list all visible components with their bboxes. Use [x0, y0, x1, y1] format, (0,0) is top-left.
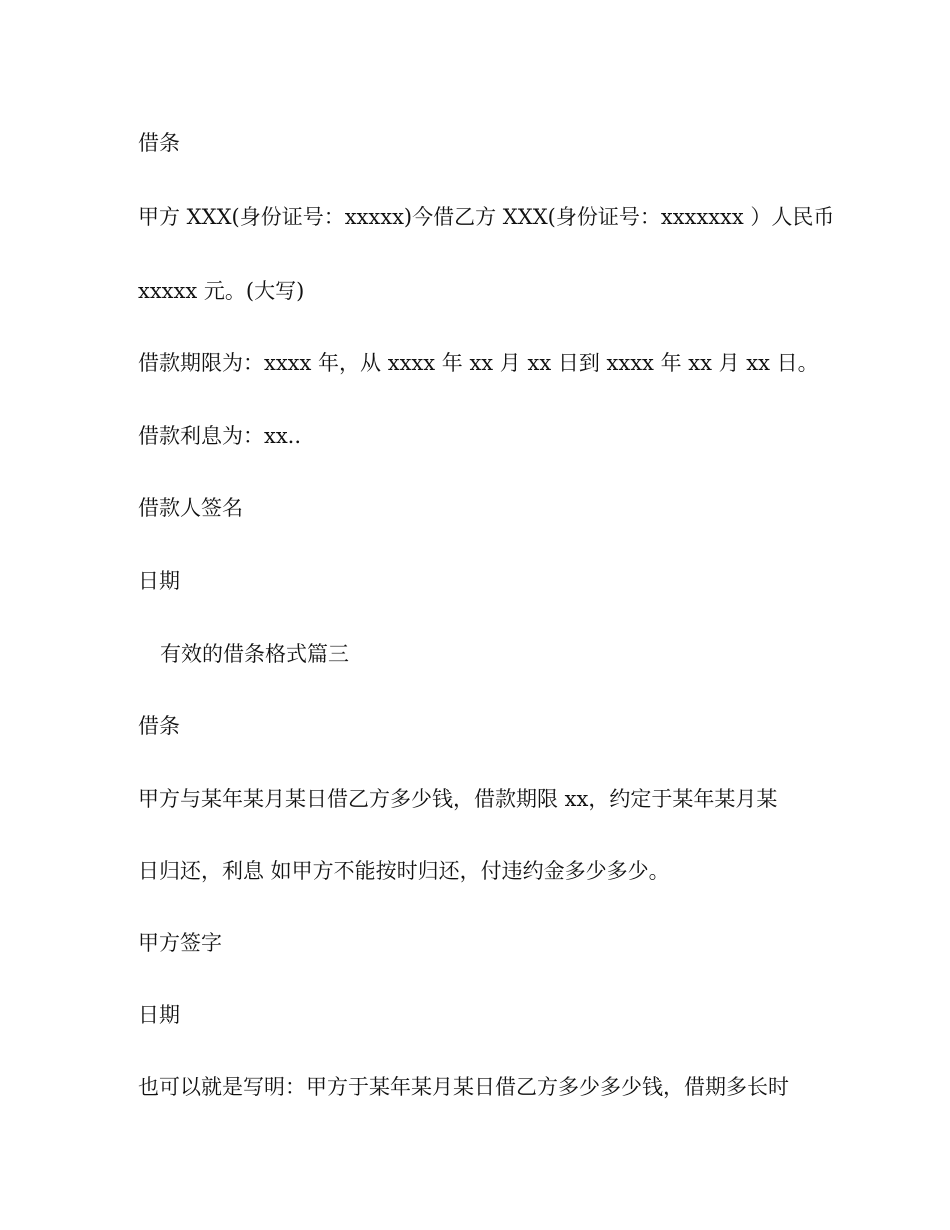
doc-paragraph-line: 日归还，利息 如甲方不能按时归还，付违约金多少多少。 [138, 859, 670, 883]
doc-title-2: 借条 [138, 714, 180, 738]
doc-paragraph-line: 也可以就是写明：甲方于某年某月某日借乙方多少多少钱，借期多长时 [138, 1075, 789, 1099]
doc-paragraph-line: 甲方与某年某月某日借乙方多少钱，借款期限 xx，约定于某年某月某 [138, 787, 778, 811]
doc-paragraph-line: xxxxx 元。(大写) [138, 279, 305, 303]
doc-date-label: 日期 [138, 569, 180, 593]
doc-title-1: 借条 [138, 131, 180, 155]
section-heading: 有效的借条格式篇三 [160, 642, 349, 666]
doc-paragraph-line: 借款期限为：xxxx 年，从 xxxx 年 xx 月 xx 日到 xxxx 年 xx 月 xx 日。 [138, 351, 819, 375]
doc-signature-label: 借款人签名 [138, 496, 243, 520]
doc-signature-label: 甲方签字 [138, 931, 222, 955]
doc-paragraph-line: 借款利息为：xx.. [138, 424, 302, 448]
doc-date-label: 日期 [138, 1003, 180, 1027]
doc-paragraph-line: 甲方 XXX(身份证号：xxxxx)今借乙方 XXX(身份证号：xxxxxxx ）人民币 [138, 205, 835, 229]
